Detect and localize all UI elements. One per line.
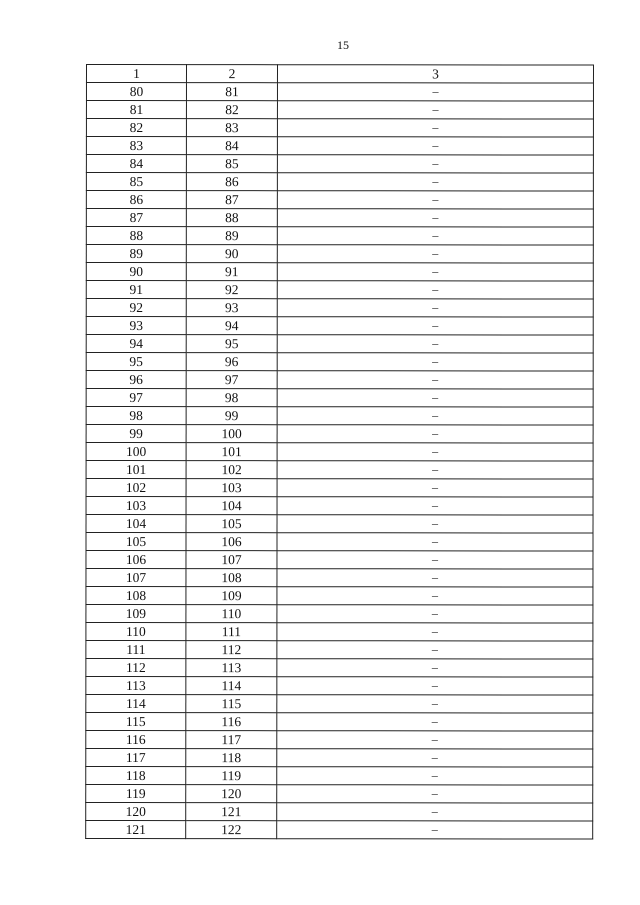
cell-col-3: – — [277, 137, 593, 155]
table-row — [86, 353, 593, 372]
cell-col-1: 98 — [86, 407, 186, 425]
cell-col-3: – — [277, 623, 593, 641]
cell-col-2: 82 — [186, 101, 277, 119]
cell-col-2: 98 — [186, 389, 277, 407]
cell-col-3: – — [277, 245, 593, 263]
page-number: 15 — [337, 38, 349, 52]
cell-col-2: 96 — [186, 353, 277, 371]
cell-col-1: 93 — [86, 317, 186, 335]
cell-col-2: 107 — [186, 551, 277, 569]
table-row — [86, 659, 593, 678]
table-row — [86, 155, 593, 174]
cell-col-3: – — [277, 191, 593, 209]
table-row — [86, 281, 593, 300]
cell-col-2: 91 — [186, 263, 277, 281]
table-row — [86, 767, 593, 786]
cell-col-1: 86 — [86, 191, 186, 209]
cell-col-2: 122 — [186, 821, 277, 839]
table-row — [86, 749, 593, 768]
cell-col-2: 97 — [186, 371, 277, 389]
cell-col-1: 95 — [86, 353, 186, 371]
cell-col-3: – — [277, 659, 593, 677]
column-header-1: 1 — [86, 65, 186, 83]
cell-col-1: 82 — [86, 119, 186, 137]
cell-col-1: 112 — [86, 659, 186, 677]
cell-col-1: 102 — [86, 479, 186, 497]
table-row — [86, 137, 593, 156]
table-row — [86, 713, 593, 732]
cell-col-1: 118 — [86, 767, 186, 785]
table-row — [86, 173, 593, 192]
cell-col-3: – — [277, 641, 593, 659]
cell-col-3: – — [277, 551, 593, 569]
cell-col-3: – — [277, 479, 593, 497]
cell-col-2: 106 — [186, 533, 277, 551]
table-row — [86, 443, 593, 462]
cell-col-2: 112 — [186, 641, 277, 659]
table-row — [86, 83, 593, 102]
cell-col-1: 104 — [86, 515, 186, 533]
cell-col-1: 88 — [86, 227, 186, 245]
cell-col-2: 100 — [186, 425, 277, 443]
cell-col-1: 99 — [86, 425, 186, 443]
cell-col-2: 116 — [186, 713, 277, 731]
cell-col-1: 110 — [86, 623, 186, 641]
cell-col-2: 113 — [186, 659, 277, 677]
table-row — [86, 497, 593, 516]
table-row — [86, 425, 593, 444]
cell-col-1: 87 — [86, 209, 186, 227]
table-row — [86, 227, 593, 246]
column-header-3: 3 — [277, 65, 593, 83]
cell-col-3: – — [277, 173, 593, 191]
table-body — [86, 83, 594, 840]
cell-col-1: 116 — [86, 731, 186, 749]
table-row — [86, 785, 593, 804]
table-row — [86, 731, 593, 750]
cell-col-2: 86 — [186, 173, 277, 191]
cell-col-3: – — [277, 281, 593, 299]
table-row — [86, 533, 593, 552]
cell-col-2: 95 — [186, 335, 277, 353]
cell-col-2: 81 — [186, 83, 277, 101]
table-row — [86, 299, 593, 318]
table-row — [86, 191, 593, 210]
cell-col-2: 89 — [186, 227, 277, 245]
cell-col-3: – — [277, 101, 593, 119]
cell-col-3: – — [277, 371, 593, 389]
cell-col-3: – — [277, 767, 593, 785]
cell-col-2: 99 — [186, 407, 277, 425]
table-row — [86, 119, 593, 138]
cell-col-1: 80 — [86, 83, 186, 101]
cell-col-1: 113 — [86, 677, 186, 695]
table-row — [86, 695, 593, 714]
cell-col-2: 104 — [186, 497, 277, 515]
cell-col-1: 84 — [86, 155, 186, 173]
cell-col-2: 111 — [186, 623, 277, 641]
cell-col-3: – — [277, 155, 593, 173]
cell-col-3: – — [277, 515, 593, 533]
table-row — [86, 245, 593, 264]
cell-col-1: 106 — [86, 551, 186, 569]
cell-col-1: 114 — [86, 695, 186, 713]
table-row — [86, 623, 593, 642]
table-row — [86, 515, 593, 534]
cell-col-1: 81 — [86, 101, 186, 119]
cell-col-2: 105 — [186, 515, 277, 533]
cell-col-3: – — [277, 695, 593, 713]
cell-col-2: 85 — [186, 155, 277, 173]
table-row — [86, 407, 593, 426]
table-row — [86, 569, 593, 588]
table-row — [86, 389, 593, 408]
cell-col-2: 108 — [186, 569, 277, 587]
table-row — [86, 551, 593, 570]
cell-col-3: – — [277, 83, 593, 101]
cell-col-1: 91 — [86, 281, 186, 299]
cell-col-2: 110 — [186, 605, 277, 623]
cell-col-2: 102 — [186, 461, 277, 479]
cell-col-3: – — [277, 209, 593, 227]
cell-col-1: 96 — [86, 371, 186, 389]
table-row — [86, 371, 593, 390]
table-row — [86, 677, 593, 696]
cell-col-2: 92 — [186, 281, 277, 299]
cell-col-2: 88 — [186, 209, 277, 227]
cell-col-3: – — [277, 533, 593, 551]
cell-col-3: – — [277, 569, 593, 587]
cell-col-3: – — [277, 443, 593, 461]
cell-col-3: – — [277, 497, 593, 515]
table-row — [86, 101, 593, 120]
cell-col-3: – — [277, 587, 593, 605]
cell-col-3: – — [277, 749, 593, 767]
table-row — [86, 263, 593, 282]
cell-col-1: 121 — [86, 821, 186, 839]
table-row — [86, 803, 593, 822]
table-row — [86, 821, 593, 840]
cell-col-3: – — [277, 605, 593, 623]
cell-col-1: 100 — [86, 443, 186, 461]
cell-col-1: 120 — [86, 803, 186, 821]
table-row — [86, 605, 593, 624]
cell-col-2: 109 — [186, 587, 277, 605]
cell-col-2: 103 — [186, 479, 277, 497]
cell-col-3: – — [277, 785, 593, 803]
cell-col-2: 121 — [186, 803, 277, 821]
cell-col-2: 93 — [186, 299, 277, 317]
cell-col-2: 83 — [186, 119, 277, 137]
cell-col-2: 84 — [186, 137, 277, 155]
cell-col-1: 119 — [86, 785, 186, 803]
table-row — [86, 641, 593, 660]
table-row — [86, 461, 593, 480]
cell-col-1: 90 — [86, 263, 186, 281]
cell-col-3: – — [277, 461, 593, 479]
cell-col-1: 89 — [86, 245, 186, 263]
cell-col-3: – — [277, 227, 593, 245]
cell-col-1: 103 — [86, 497, 186, 515]
cell-col-1: 108 — [86, 587, 186, 605]
table-row — [86, 209, 593, 228]
cell-col-1: 101 — [86, 461, 186, 479]
column-header-2: 2 — [186, 65, 277, 83]
cell-col-3: – — [277, 803, 593, 821]
cell-col-3: – — [277, 713, 593, 731]
data-table-container — [85, 64, 593, 840]
cell-col-3: – — [277, 119, 593, 137]
cell-col-3: – — [277, 263, 593, 281]
cell-col-2: 117 — [186, 731, 277, 749]
data-table — [85, 64, 594, 840]
cell-col-2: 87 — [186, 191, 277, 209]
table-row — [86, 479, 593, 498]
cell-col-1: 117 — [86, 749, 186, 767]
cell-col-2: 90 — [186, 245, 277, 263]
cell-col-2: 94 — [186, 317, 277, 335]
cell-col-1: 107 — [86, 569, 186, 587]
cell-col-2: 119 — [186, 767, 277, 785]
table-row — [86, 335, 593, 354]
cell-col-1: 83 — [86, 137, 186, 155]
cell-col-2: 115 — [186, 695, 277, 713]
table-row — [86, 587, 593, 606]
cell-col-1: 111 — [86, 641, 186, 659]
cell-col-3: – — [277, 353, 593, 371]
cell-col-1: 85 — [86, 173, 186, 191]
cell-col-2: 120 — [186, 785, 277, 803]
cell-col-3: – — [277, 821, 593, 839]
cell-col-3: – — [277, 299, 593, 317]
cell-col-3: – — [277, 317, 593, 335]
cell-col-1: 115 — [86, 713, 186, 731]
cell-col-3: – — [277, 677, 593, 695]
cell-col-3: – — [277, 389, 593, 407]
cell-col-3: – — [277, 731, 593, 749]
cell-col-3: – — [277, 407, 593, 425]
cell-col-1: 92 — [86, 299, 186, 317]
cell-col-2: 114 — [186, 677, 277, 695]
table-row — [86, 317, 593, 336]
cell-col-2: 101 — [186, 443, 277, 461]
cell-col-1: 94 — [86, 335, 186, 353]
cell-col-1: 97 — [86, 389, 186, 407]
cell-col-1: 105 — [86, 533, 186, 551]
cell-col-3: – — [277, 425, 593, 443]
table-header-row — [86, 65, 593, 84]
cell-col-2: 118 — [186, 749, 277, 767]
cell-col-3: – — [277, 335, 593, 353]
cell-col-1: 109 — [86, 605, 186, 623]
